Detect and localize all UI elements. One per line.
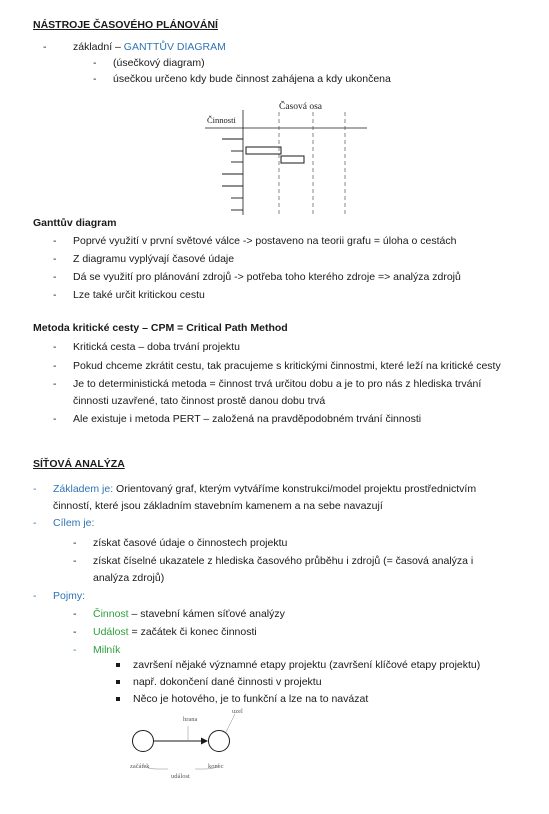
sub-item: získat číselné ukazatele z hlediska časového průběhu i zdrojů (= časová analýza i xyxy=(93,555,474,567)
foundation-text: Orientovaný graf, kterým vytváříme konstrukci/model projektu prostřednictvím xyxy=(113,483,477,495)
section-heading-gantt: Ganttův diagram xyxy=(33,217,117,229)
bullet-square xyxy=(116,697,120,701)
sub-item: získat časové údaje o činnostech projektu xyxy=(93,537,288,549)
section-heading-planning-tools: NÁSTROJE ČASOVÉHO PLÁNOVÁNÍ xyxy=(33,19,218,31)
list-dash: - xyxy=(53,271,57,283)
list-dash: - xyxy=(53,289,57,301)
term-event xyxy=(93,626,257,638)
list-item-continuation: činnosti uzavřené, tato činnost prostě danou dobu trvá xyxy=(73,395,326,407)
list-dash: - xyxy=(73,626,77,638)
list-item: Pokud chceme zkrátit cestu, tak pracujeme s kritickými činnostmi, které leží na kritické cesty xyxy=(73,360,501,372)
list-dash: - xyxy=(73,608,77,620)
list-item: Ale existuje i metoda PERT – založená na pravděpodobném trvání činnosti xyxy=(73,413,422,425)
list-dash: - xyxy=(73,644,77,656)
sub-item-line-diagram: (úsečkový diagram) xyxy=(113,57,205,69)
node-label: uzel xyxy=(232,708,243,715)
sub-item-continuation: analýza zdrojů) xyxy=(93,572,165,584)
axis-label: Časová osa xyxy=(279,102,323,112)
list-dash: - xyxy=(33,517,37,529)
list-item: Z diagramu vyplývají časové údaje xyxy=(73,253,235,265)
gantt-bar xyxy=(281,156,304,163)
list-dash: - xyxy=(53,341,57,353)
start-label: začátek xyxy=(130,763,150,770)
gantt-highlight: GANTTŮV DIAGRAM xyxy=(123,41,226,53)
list-dash: - xyxy=(53,413,57,425)
list-dash: - xyxy=(53,360,57,372)
list-item-continuation: činností, které jsou základním stavebním kamenem a na sebe navazují xyxy=(53,500,383,512)
term-milestone-label: Milník xyxy=(93,644,121,656)
list-item: Dá se využití pro plánování zdrojů -> potřeba toho kterého zdroje => analýza zdrojů xyxy=(73,271,461,283)
end-label: konec xyxy=(208,763,224,770)
edge-label: hrana xyxy=(183,716,198,723)
term-event-text: = začátek či konec činnosti xyxy=(128,626,257,638)
milestone-item: Něco je hotového, je to funkční a lze na to navázat xyxy=(133,693,369,705)
section-heading-network-analysis: SÍŤOVÁ ANALÝZA xyxy=(33,458,125,470)
item-prefix: základní – xyxy=(73,41,124,53)
network-node-diagram xyxy=(128,705,256,783)
gantt-diagram-illustration xyxy=(195,98,370,220)
list-item: Lze také určit kritickou cestu xyxy=(73,289,205,301)
node-label-leader xyxy=(226,714,235,732)
list-item-foundation xyxy=(53,483,476,495)
bullet-square xyxy=(116,663,120,667)
list-dash: - xyxy=(33,483,37,495)
goal-label: Cílem je: xyxy=(53,517,95,529)
sub-item-line-definition: úsečkou určeno kdy bude činnost zahájena a kdy ukončena xyxy=(113,73,391,85)
bullet-square xyxy=(116,680,120,684)
list-dash: - xyxy=(53,235,57,247)
list-item: Je to deterministická metoda = činnost trvá určitou dobu a je to pro nás z hlediska trvání xyxy=(73,378,482,390)
term-event-label: Událost xyxy=(93,626,129,638)
list-item-basic-tool xyxy=(73,41,226,53)
gantt-bar xyxy=(246,147,281,154)
term-activity-text: – stavební kámen síťové analýzy xyxy=(128,608,285,620)
list-dash: - xyxy=(93,57,97,69)
row-label: Činnosti xyxy=(207,115,236,125)
list-dash: - xyxy=(53,378,57,390)
list-item: Poprvé využití v první světové válce -> postaveno na teorii grafu = úloha o cestách xyxy=(73,235,457,247)
list-dash: - xyxy=(33,590,37,602)
terms-label: Pojmy: xyxy=(53,590,86,602)
list-item: Kritická cesta – doba trvání projektu xyxy=(73,341,240,353)
section-heading-cpm: Metoda kritické cesty – CPM = Critical Path Method xyxy=(33,322,288,334)
start-node xyxy=(133,731,154,752)
term-activity xyxy=(93,608,285,620)
list-dash: - xyxy=(43,41,47,53)
end-node xyxy=(209,731,230,752)
milestone-item: završení nějaké významné etapy projektu (završení klíčové etapy projektu) xyxy=(133,659,481,671)
list-dash: - xyxy=(53,253,57,265)
term-activity-label: Činnost xyxy=(93,608,129,620)
event-label: událost xyxy=(171,773,190,780)
milestone-item: např. dokončení dané činnosti v projektu xyxy=(133,676,322,688)
list-dash: - xyxy=(73,555,77,567)
list-dash: - xyxy=(73,537,77,549)
foundation-label: Základem je: xyxy=(53,483,114,495)
list-dash: - xyxy=(93,73,97,85)
